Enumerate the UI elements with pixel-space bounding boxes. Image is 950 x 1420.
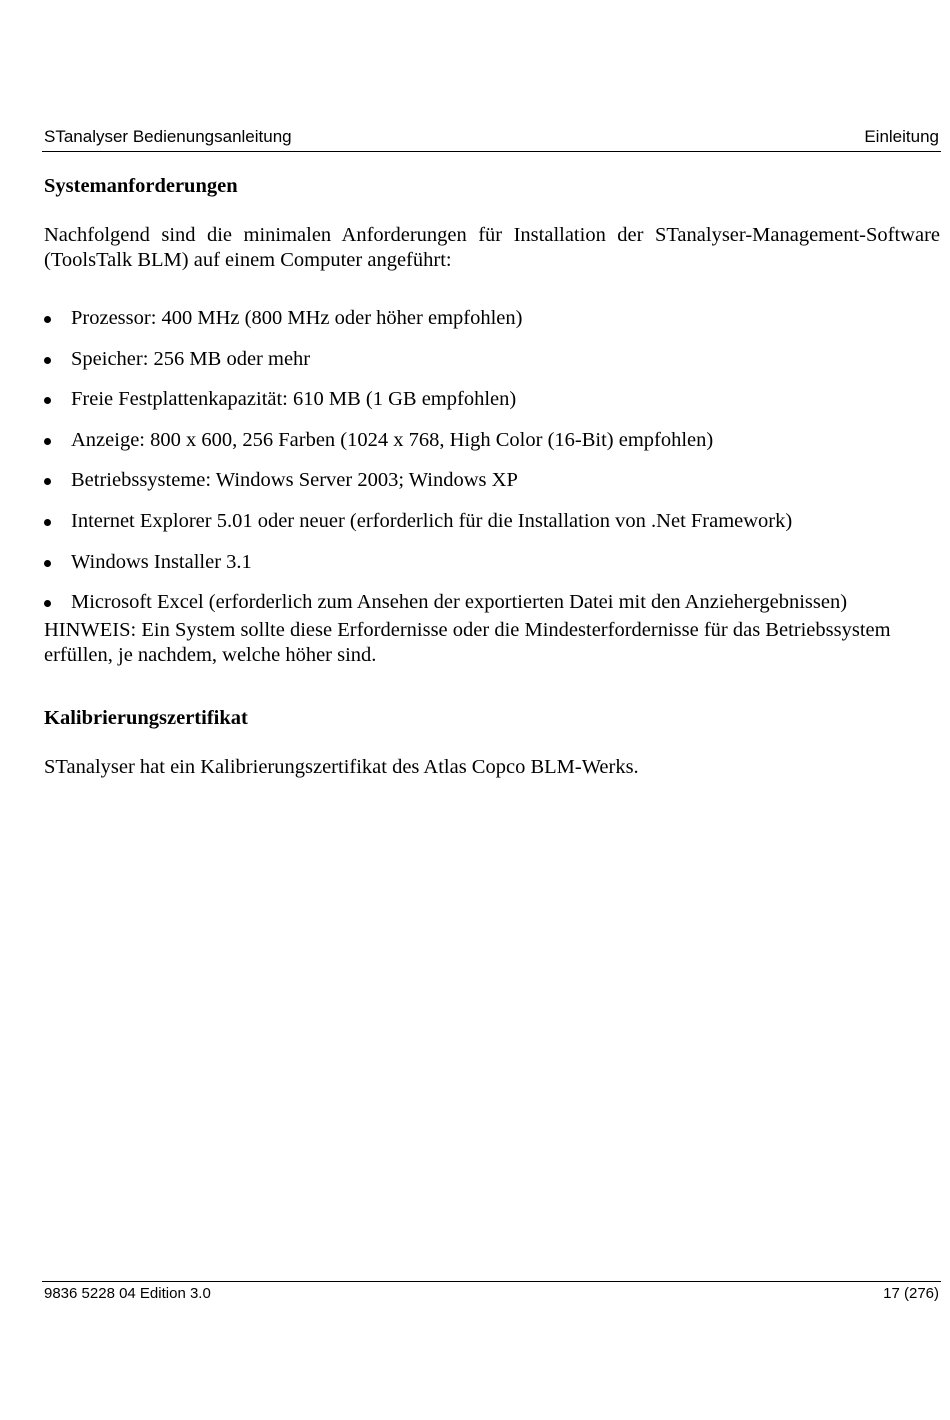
- section-heading-calibration-certificate: Kalibrierungszertifikat: [44, 707, 248, 730]
- footer-edition: 9836 5228 04 Edition 3.0: [44, 1285, 211, 1302]
- note-paragraph: HINWEIS: Ein System sollte diese Erfordernisse oder die Mindesterfordernisse für das Betriebssystem erfüllen, je nachdem, welche höher sind.: [44, 619, 891, 667]
- bullet-icon: [44, 478, 51, 485]
- bullet-icon: [44, 397, 51, 404]
- bullet-icon: [44, 560, 51, 567]
- bullet-icon: [44, 519, 51, 526]
- bullet-icon: [44, 357, 51, 364]
- page-header: [42, 125, 941, 152]
- calibration-paragraph: STanalyser hat ein Kalibrierungszertifikat des Atlas Copco BLM-Werks.: [44, 756, 639, 779]
- bullet-icon: [44, 600, 51, 607]
- list-item-text: Freie Festplattenkapazität: 610 MB (1 GB empfohlen): [71, 388, 517, 411]
- intro-paragraph: Nachfolgend sind die minimalen Anforderungen für Installation der STanalyser-Management-Software (ToolsTalk BLM) auf einem Computer angeführt:: [44, 224, 940, 271]
- list-item-text: Microsoft Excel (erforderlich zum Ansehen der exportierten Datei mit den Anziehergebnissen): [71, 591, 848, 614]
- list-item-text: Windows Installer 3.1: [71, 550, 252, 573]
- requirements-list: [44, 306, 940, 615]
- list-item-text: Prozessor: 400 MHz (800 MHz oder höher empfohlen): [71, 307, 523, 329]
- list-item: [44, 387, 940, 412]
- header-chapter-title: Einleitung: [864, 127, 939, 146]
- list-item: [44, 428, 940, 453]
- page-footer: [42, 1281, 941, 1302]
- list-item-text: Anzeige: 800 x 600, 256 Farben (1024 x 768, High Color (16-Bit) empfohlen): [71, 428, 714, 451]
- list-item: [44, 468, 940, 493]
- list-item: [44, 347, 940, 372]
- footer-page-number: 17 (276): [883, 1285, 939, 1302]
- list-item: [44, 550, 940, 575]
- page-content: [44, 174, 940, 780]
- list-item: [44, 306, 940, 331]
- header-document-title: STanalyser Bedienungsanleitung: [44, 127, 292, 146]
- list-item-text: Betriebssysteme: Windows Server 2003; Windows XP: [71, 469, 518, 492]
- section-heading-system-requirements: Systemanforderungen: [44, 175, 238, 197]
- list-item-text: Speicher: 256 MB oder mehr: [71, 347, 311, 370]
- list-item: [44, 509, 940, 534]
- bullet-icon: [44, 316, 51, 323]
- list-item: [44, 590, 940, 615]
- bullet-icon: [44, 438, 51, 445]
- list-item-text: Internet Explorer 5.01 oder neuer (erforderlich für die Installation von .Net Framework): [71, 509, 793, 532]
